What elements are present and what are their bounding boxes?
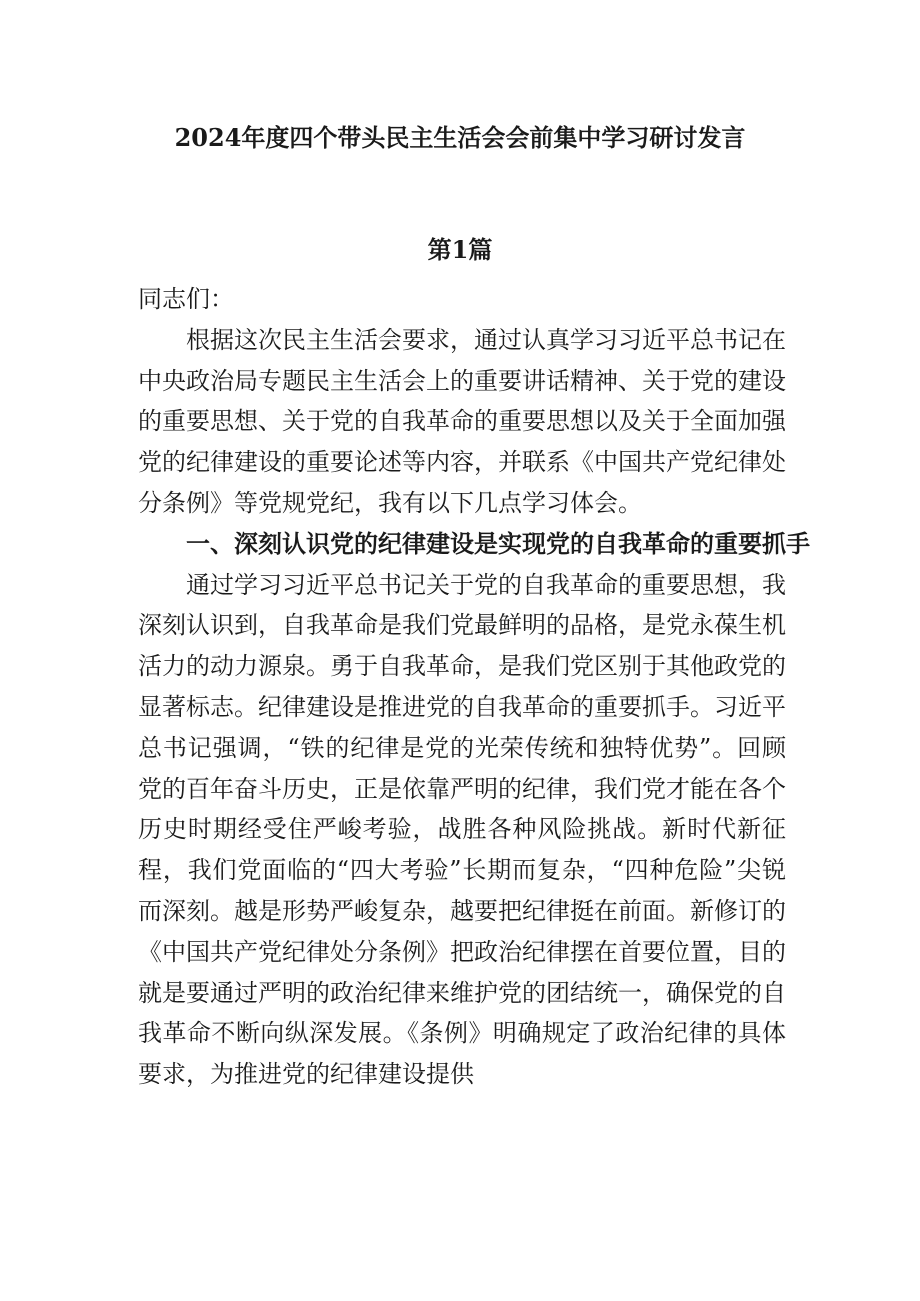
paragraph-1: 通过学习习近平总书记关于党的自我革命的重要思想，我深刻认识到，自我革命是我们党最鲜明的品格，是党永葆生机活力的动力源泉。勇于自我革命，是我们党区别于其他政党的显著标志。纪律建设是推进党的自我革命的重要抓手。习近平总书记强调，“铁的纪律是党的光荣传统和独特优势”。回顾党的百年奋斗历史，正是依靠严明的纪律，我们党才能在各个历史时期经受住严峻考验，战胜各种风险挑战。新时代新征程，我们党面临的“四大考验”长期而复杂，“四种危险”尖锐而深刻。越是形势严峻复杂，越要把纪律挺在前面。新修订的《中国共产党纪律处分条例》把政治纪律摆在首要位置，目的就是要通过严明的政治纪律来维护党的团结统一，确保党的自我革命不断向纵深发展。《条例》明确规定了政治纪律的具体要求，为推进党的纪律建设提供 (138, 570, 786, 1089)
document-body (138, 279, 810, 1095)
salutation: 同志们： (138, 285, 234, 313)
section-title: 第1篇 (427, 235, 493, 264)
section-heading-1: 一、深刻认识党的纪律建设是实现党的自我革命的重要抓手 (186, 528, 810, 558)
intro-paragraph: 根据这次民主生活会要求，通过认真学习习近平总书记在中央政治局专题民主生活会上的重要讲话精神、关于党的建设的重要思想、关于党的自我革命的重要思想以及关于全面加强党的纪律建设的重要论述等内容，并联系《中国共产党纪律处分条例》等党规党纪，我有以下几点学习体会。 (138, 325, 786, 517)
document-title: 2024年度四个带头民主生活会会前集中学习研讨发言 (174, 123, 746, 152)
